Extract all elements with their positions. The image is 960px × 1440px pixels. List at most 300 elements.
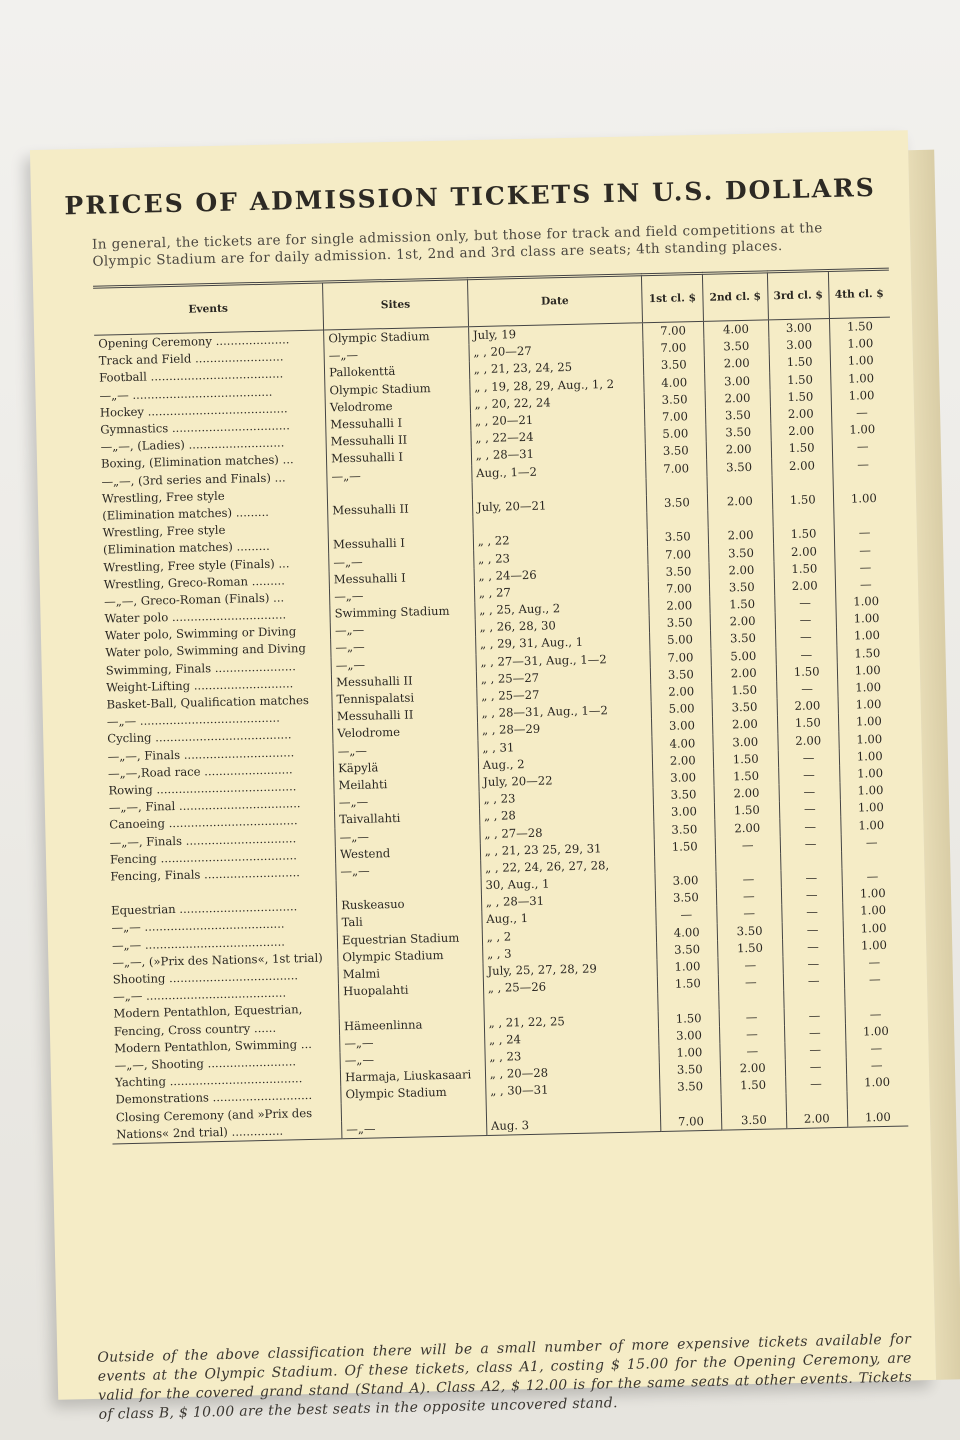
price-class-4: —	[832, 455, 893, 474]
date-cell: Aug. 3	[486, 1114, 660, 1136]
event-cell: —„—, (Ladies) ..........................	[100, 435, 285, 454]
price-class-1: 3.00	[655, 872, 716, 891]
price-class-2: 3.50	[710, 630, 775, 649]
table-body	[94, 317, 908, 1144]
price-class-2: 2.00	[715, 819, 780, 838]
price-class-3: 2.00	[786, 1109, 847, 1128]
price-class-1: 3.00	[653, 769, 714, 788]
price-class-3: —	[781, 869, 842, 888]
price-class-4: 1.00	[846, 1074, 907, 1093]
price-class-3: 1.50	[773, 525, 834, 544]
price-class-3: 2.00	[777, 697, 838, 716]
price-class-3: —	[780, 835, 841, 854]
date-cell: „ , 27	[474, 581, 648, 602]
site-cell: Messuhalli II	[331, 671, 476, 691]
price-class-2: 3.50	[717, 922, 782, 941]
price-class-4	[833, 472, 894, 491]
site-cell: Messuhalli II	[332, 705, 477, 725]
price-class-2: —	[719, 1008, 784, 1027]
event-cell: Wrestling, Free style (Finals) ...	[103, 555, 290, 575]
price-class-1	[658, 992, 719, 1011]
event-cell: Wrestling, Free style	[102, 522, 226, 540]
price-class-3: —	[785, 1058, 846, 1077]
price-class-1: 1.00	[659, 1044, 720, 1063]
price-class-4: 1.00	[833, 489, 894, 508]
footer-note: Outside of the above classification there will be a small number of more expensive tickets available for events at the Olympic Stadium. Of these tickets, class A1, costing $ 15.00 for the Opening Ceremony, are valid for the covered grand stand (Stand A). Class A2, $ 12.00 is for the same seats at other events. Tickets of class B, $ 10.00 are the best seats in the opposite uncovered stand.	[97, 1331, 913, 1423]
site-cell: —„—	[333, 740, 478, 760]
price-class-1: 5.00	[649, 631, 710, 650]
site-cell: Tennispalatsi	[332, 688, 477, 708]
price-class-4: 1.00	[842, 902, 903, 921]
site-cell: Meilahti	[334, 774, 479, 794]
event-cell: Weight-Lifting ...........................	[105, 676, 294, 695]
price-class-3: —	[778, 749, 839, 768]
price-class-2: 1.50	[720, 1076, 785, 1095]
price-class-4: 1.00	[830, 352, 891, 371]
price-class-1: 3.50	[656, 940, 717, 959]
site-cell: —„—	[342, 1118, 487, 1139]
date-cell: „ , 28—29	[477, 718, 651, 739]
date-cell: „ , 29, 31, Aug., 1	[475, 633, 649, 654]
price-class-3	[772, 474, 833, 493]
price-class-4: 1.00	[838, 696, 899, 715]
price-class-1: 3.00	[653, 803, 714, 822]
event-cell: Wrestling, Greco-Roman .........	[103, 573, 285, 592]
price-class-4: —	[841, 833, 902, 852]
site-cell: Messuhalli II	[328, 499, 473, 519]
price-class-2: —	[716, 887, 781, 906]
event-cell: Swimming, Finals ......................	[105, 658, 296, 678]
price-class-3: 1.50	[772, 491, 833, 510]
price-class-3: —	[785, 1041, 846, 1060]
site-cell: —„—	[336, 860, 481, 880]
price-class-1: 2.00	[651, 683, 712, 702]
price-class-2	[707, 475, 772, 494]
site-cell: Messuhalli I	[326, 413, 471, 433]
price-class-4: 1.00	[837, 661, 898, 680]
price-class-1: 3.00	[651, 717, 712, 736]
price-class-1	[655, 855, 716, 874]
price-class-1: 3.50	[653, 786, 714, 805]
event-cell: (Elimination matches) .........	[102, 504, 270, 523]
date-cell: „ , 27—31, Aug., 1—2	[476, 650, 650, 671]
site-cell: Messuhalli I	[326, 448, 471, 468]
event-cell: Gymnastics ................................	[100, 418, 290, 437]
price-class-2: 1.50	[711, 681, 776, 700]
event-cell: —„—, Finals ..............................	[107, 744, 295, 764]
price-class-2: —	[717, 905, 782, 924]
price-class-4: —	[835, 575, 896, 594]
date-cell: „ , 24—26	[474, 564, 648, 585]
price-class-4	[844, 988, 905, 1007]
price-class-2: 3.50	[708, 544, 773, 563]
price-class-1: 3.50	[646, 494, 707, 513]
price-class-3: —	[783, 972, 844, 991]
price-class-2: 2.00	[709, 561, 774, 580]
date-cell: „ , 3	[482, 942, 656, 963]
header-class-1: 1st cl. $	[641, 273, 703, 322]
price-class-1: 3.50	[644, 391, 705, 410]
date-cell: „ , 28	[479, 804, 653, 825]
price-class-3: 2.00	[771, 456, 832, 475]
price-class-3: —	[784, 1006, 845, 1025]
price-class-2: 2.00	[712, 716, 777, 735]
price-class-4: 1.00	[829, 335, 890, 354]
price-class-1: 7.00	[643, 339, 704, 358]
site-cell: —„—	[334, 791, 479, 811]
document-page	[30, 130, 936, 1423]
price-class-2	[708, 509, 773, 528]
price-class-4: 1.50	[837, 644, 898, 663]
price-class-3: 1.50	[769, 353, 830, 372]
page-title: PRICES OF ADMISSION TICKETS IN U.S. DOLLARS	[64, 172, 877, 221]
price-class-1: 7.00	[650, 648, 711, 667]
price-class-4: —	[834, 524, 895, 543]
event-cell: Nations« 2nd trial) ..............	[112, 1121, 342, 1144]
event-cell: Fencing, Cross country ......	[113, 1020, 277, 1039]
price-class-2: 3.50	[721, 1111, 786, 1130]
event-cell: Track and Field ........................	[98, 349, 284, 368]
price-class-3: 1.50	[774, 560, 835, 579]
site-cell: —„—	[330, 585, 475, 605]
event-cell: —„— ......................................	[111, 917, 285, 935]
site-cell: —„—	[340, 1032, 485, 1052]
price-class-2: 2.00	[707, 492, 772, 511]
price-class-4: —	[845, 1005, 906, 1024]
price-class-1	[646, 477, 707, 496]
date-cell: „ , 30—31	[486, 1079, 660, 1100]
price-class-1: 7.00	[648, 545, 709, 564]
price-class-2: 2.00	[711, 664, 776, 683]
date-cell: July, 25, 27, 28, 29	[483, 959, 657, 980]
site-cell: Olympic Stadium	[324, 327, 469, 348]
price-class-2: 3.50	[705, 406, 770, 425]
price-class-3: 1.50	[777, 714, 838, 733]
site-cell: Huopalahti	[339, 980, 484, 1000]
price-class-3	[786, 1092, 847, 1111]
date-cell: Aug., 1	[482, 907, 656, 928]
price-class-1: 3.50	[648, 562, 709, 581]
event-cell: —„—, (»Prix des Nations«, 1st trial)	[112, 950, 323, 970]
price-class-1: 1.50	[658, 1009, 719, 1028]
price-class-2: 5.00	[711, 647, 776, 666]
site-cell: —„—	[324, 344, 469, 364]
price-class-2: 1.50	[717, 939, 782, 958]
event-cell: Wrestling, Free style	[101, 488, 225, 506]
event-cell: —„—, Finals ..............................	[109, 830, 297, 850]
price-class-4: —	[835, 558, 896, 577]
price-class-3: —	[782, 903, 843, 922]
price-class-1: 4.00	[644, 373, 705, 392]
date-cell: „ , 24	[484, 1028, 658, 1049]
price-class-3: 2.00	[778, 731, 839, 750]
date-cell: Aug., 2	[478, 753, 652, 774]
price-class-4: —	[834, 541, 895, 560]
date-cell: „ , 28—31, Aug., 1—2	[477, 701, 651, 722]
price-class-2: 1.50	[710, 595, 775, 614]
header-class-2: 2nd cl. $	[702, 272, 768, 321]
date-cell: „ , 25, Aug., 2	[475, 598, 649, 619]
price-class-3: 1.50	[771, 439, 832, 458]
header-class-4: 4th cl. $	[828, 269, 890, 318]
price-class-2: 2.00	[714, 784, 779, 803]
price-class-1: 7.00	[648, 580, 709, 599]
site-cell: Ruskeasuo	[337, 894, 482, 914]
date-cell: „ , 25—27	[477, 684, 651, 705]
price-class-2: 2.00	[704, 355, 769, 374]
price-class-3	[780, 852, 841, 871]
price-class-4: 1.00	[835, 593, 896, 612]
price-class-2: 2.00	[706, 441, 771, 460]
price-class-3: —	[780, 817, 841, 836]
price-class-4: 1.00	[831, 386, 892, 405]
price-class-1: 1.00	[657, 958, 718, 977]
event-cell: —„—, (3rd series and Finals) ...	[101, 469, 286, 489]
site-cell: Messuhalli I	[328, 533, 473, 553]
price-class-1: 5.00	[651, 700, 712, 719]
price-class-1: 3.50	[649, 614, 710, 633]
site-cell: Swimming Stadium	[330, 602, 475, 622]
event-cell: —„—, Greco-Roman (Finals) ...	[104, 590, 285, 609]
price-class-4: —	[844, 971, 905, 990]
price-class-4: 1.00	[836, 610, 897, 629]
price-class-3: —	[782, 920, 843, 939]
price-class-3: 2.00	[773, 542, 834, 561]
price-class-4: —	[845, 1039, 906, 1058]
price-class-3: —	[783, 955, 844, 974]
event-cell: Yachting ....................................	[114, 1071, 303, 1090]
price-class-1: 7.00	[642, 321, 703, 340]
site-cell: Harmaja, Liuskasaari	[340, 1066, 485, 1086]
site-cell: Westend	[335, 843, 480, 863]
date-cell: „ , 31	[478, 736, 652, 757]
date-cell: „ , 25—26	[483, 976, 657, 997]
price-class-2	[715, 853, 780, 872]
price-class-2: 3.00	[713, 733, 778, 752]
date-cell: „ , 25—27	[476, 667, 650, 688]
price-class-2	[721, 1094, 786, 1113]
site-cell: Velodrome	[325, 396, 470, 416]
price-class-2: —	[719, 1025, 784, 1044]
event-cell: Hockey ......................................	[99, 401, 288, 420]
price-class-1	[647, 511, 708, 530]
event-cell: Rowing ......................................	[108, 779, 297, 798]
event-cell: Football ....................................	[98, 366, 284, 386]
site-cell: Messuhalli II	[326, 430, 471, 450]
price-class-4: —	[844, 953, 905, 972]
price-class-1: 5.00	[645, 425, 706, 444]
event-cell: Shooting ...................................	[112, 968, 299, 987]
price-class-3: —	[775, 628, 836, 647]
event-cell: Water polo, Swimming or Diving	[104, 624, 297, 643]
price-class-3	[773, 508, 834, 527]
price-class-3: 1.50	[776, 663, 837, 682]
site-cell: —„—	[330, 619, 475, 639]
price-class-3: —	[779, 783, 840, 802]
site-cell: —„—	[340, 1049, 485, 1069]
price-class-2: —	[716, 870, 781, 889]
price-class-4: 1.00	[838, 713, 899, 732]
site-cell: Pallokenttä	[324, 362, 469, 382]
price-class-1: 3.50	[660, 1078, 721, 1097]
price-class-4: 1.00	[847, 1108, 908, 1127]
price-class-1: 3.50	[659, 1061, 720, 1080]
event-cell: Fencing, Finals ..........................	[110, 865, 301, 884]
price-class-2: 3.50	[704, 338, 769, 357]
price-class-4: 1.50	[829, 317, 890, 336]
site-cell: Olympic Stadium	[325, 379, 470, 399]
price-class-1: 1.50	[654, 837, 715, 856]
price-class-2: 2.00	[708, 527, 773, 546]
date-cell: „ , 28—31	[481, 890, 655, 911]
price-class-4: 1.00	[842, 885, 903, 904]
event-cell: —„— ......................................	[113, 985, 287, 1004]
date-cell: „ , 21, 22, 25	[484, 1011, 658, 1032]
date-cell: „ , 20—21	[470, 409, 644, 430]
price-class-2: 4.00	[703, 320, 768, 339]
site-cell: —„—	[331, 654, 476, 674]
date-cell: „ , 20, 22, 24	[470, 392, 644, 413]
price-class-1: 7.00	[644, 408, 705, 427]
price-class-2: 2.00	[720, 1059, 785, 1078]
price-class-2: 3.50	[712, 698, 777, 717]
price-class-3: —	[779, 800, 840, 819]
price-class-3: —	[776, 646, 837, 665]
price-class-2	[718, 991, 783, 1010]
site-cell: Olympic Stadium	[338, 946, 483, 966]
price-class-3: 2.00	[774, 577, 835, 596]
price-class-2: 3.50	[706, 458, 771, 477]
price-class-2: —	[718, 956, 783, 975]
date-cell: July, 19	[468, 323, 642, 345]
site-cell: —„—	[327, 465, 472, 485]
price-class-1: —	[656, 906, 717, 925]
price-class-3: 1.50	[769, 371, 830, 390]
price-class-2: 2.00	[705, 389, 770, 408]
price-class-4	[833, 507, 894, 526]
event-cell: —„— ......................................	[111, 934, 286, 953]
price-class-4	[841, 850, 902, 869]
event-cell: —„—, Shooting ........................	[114, 1054, 297, 1073]
price-class-1: 3.50	[647, 528, 708, 547]
price-class-2: 3.00	[704, 372, 769, 391]
site-cell: Olympic Stadium	[341, 1083, 486, 1103]
price-class-3: —	[778, 766, 839, 785]
event-cell: —„—,Road race ........................	[107, 762, 293, 781]
site-cell: —„—	[331, 637, 476, 657]
price-class-3	[783, 989, 844, 1008]
price-class-1: 3.50	[655, 889, 716, 908]
event-cell: Cycling .....................................	[107, 727, 292, 746]
price-class-3: —	[775, 611, 836, 630]
price-class-4: 1.00	[840, 816, 901, 835]
site-cell: —„—	[335, 826, 480, 846]
event-cell: Canoeing ...................................	[109, 813, 298, 832]
site-cell: Velodrome	[333, 722, 478, 742]
price-class-4: 1.00	[830, 369, 891, 388]
event-cell: —„— ......................................	[106, 710, 280, 729]
price-class-2: 3.50	[709, 578, 774, 597]
date-cell: „ , 22, 24, 26, 27, 28,	[480, 856, 654, 877]
header-class-3: 3rd cl. $	[767, 271, 829, 320]
price-class-4: —	[842, 868, 903, 887]
site-cell: Tali	[337, 911, 482, 931]
price-class-2: 1.50	[713, 750, 778, 769]
event-cell: Modern Pentathlon, Equestrian,	[113, 1002, 303, 1021]
date-cell: „ , 20—28	[485, 1062, 659, 1083]
date-cell: July, 20—22	[479, 770, 653, 791]
site-cell: Käpylä	[333, 757, 478, 777]
price-class-2: —	[718, 973, 783, 992]
price-class-4: 1.00	[839, 747, 900, 766]
price-class-2: 3.50	[706, 424, 771, 443]
date-cell: „ , 23	[479, 787, 653, 808]
site-cell: —„—	[329, 551, 474, 571]
intro-paragraph: In general, the tickets are for single admission only, but those for track and field competitions at the Olympic Stadium are for daily admission. 1st, 2nd and 3rd class are seats; 4th standing places.	[91, 220, 823, 270]
event-cell: Water polo ...............................	[104, 607, 287, 626]
price-class-1: 4.00	[656, 923, 717, 942]
price-class-3: 2.00	[770, 405, 831, 424]
event-cell: Basket-Ball, Qualification matches	[106, 692, 309, 712]
event-cell: —„—, Final .................................	[108, 796, 301, 815]
price-class-3: —	[781, 886, 842, 905]
price-class-1: 2.00	[652, 751, 713, 770]
price-class-1	[660, 1095, 721, 1114]
price-class-2: 2.00	[710, 613, 775, 632]
price-class-1: 3.50	[643, 356, 704, 375]
price-class-1: 1.50	[657, 975, 718, 994]
site-cell: Taivallahti	[335, 808, 480, 828]
site-cell: Malmi	[338, 963, 483, 983]
price-class-3: 1.50	[770, 388, 831, 407]
price-class-2: 1.50	[714, 802, 779, 821]
date-cell: „ , 23	[473, 547, 647, 568]
price-class-4: 1.00	[845, 1022, 906, 1041]
date-cell: „ , 19, 28, 29, Aug., 1, 2	[470, 375, 644, 396]
price-class-3: —	[776, 680, 837, 699]
date-cell: July, 20—21	[472, 495, 646, 516]
price-class-3: 3.00	[769, 336, 830, 355]
price-class-4: 1.00	[843, 936, 904, 955]
price-class-3: —	[784, 1024, 845, 1043]
price-class-4: —	[832, 438, 893, 457]
site-cell: Equestrian Stadium	[337, 929, 482, 949]
price-class-4: —	[846, 1057, 907, 1076]
price-class-4: 1.00	[831, 421, 892, 440]
price-class-1: 3.50	[645, 442, 706, 461]
date-cell: 30, Aug., 1	[481, 873, 655, 894]
date-cell: „ , 21, 23, 24, 25	[469, 358, 643, 379]
event-cell: Water polo, Swimming and Diving	[105, 641, 306, 661]
event-cell: Fencing .....................................	[109, 847, 298, 867]
event-cell: (Elimination matches) .........	[102, 539, 270, 557]
event-cell: Demonstrations ...........................	[115, 1088, 313, 1107]
price-class-2: —	[715, 836, 780, 855]
date-cell: „ , 2	[482, 925, 656, 946]
price-class-1: 3.00	[658, 1026, 719, 1045]
price-class-4	[847, 1091, 908, 1110]
price-class-4: 1.00	[836, 627, 897, 646]
date-cell: „ , 26, 28, 30	[475, 615, 649, 636]
header-sites: Sites	[323, 279, 469, 330]
date-cell: „ , 20—27	[469, 340, 643, 361]
date-cell: „ , 28—31	[471, 444, 645, 465]
event-cell: Equestrian ................................	[111, 899, 298, 918]
price-class-3: 2.00	[771, 422, 832, 441]
price-class-4: —	[831, 404, 892, 423]
price-class-1: 2.00	[649, 597, 710, 616]
price-class-4: 1.00	[838, 730, 899, 749]
